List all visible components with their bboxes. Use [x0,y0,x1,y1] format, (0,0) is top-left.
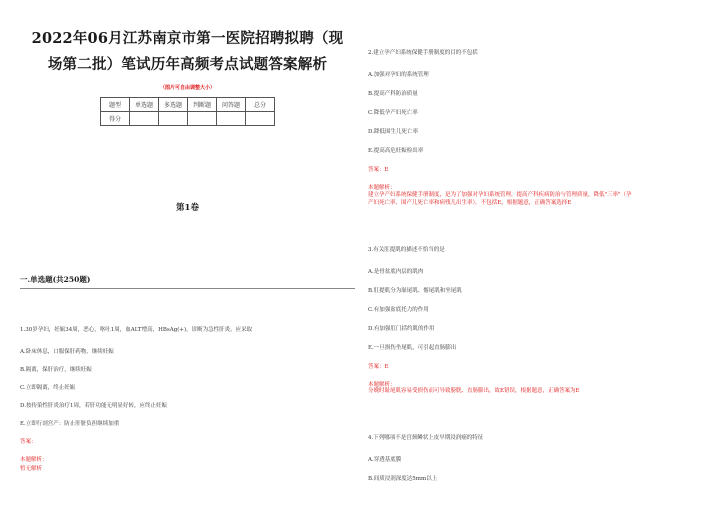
option-b: B.提高产科防治质量 [368,91,418,97]
option-d: D.降低围生儿死亡率 [368,129,418,135]
option-a: A.加强对孕妇的系统管理 [368,72,429,78]
analysis-text-line2: 产妇死亡率、围产儿死亡率和病残儿出生率）。不包括E，根据题意，正确答案选择E [368,200,572,206]
score-table-row-label: 得分 [101,112,130,126]
volume-heading: 第1卷 [176,203,199,213]
question-stem: 3.有关肛提肌的描述不恰当的是 [368,247,445,253]
option-c: C.降低孕产妇死亡率 [368,110,418,116]
option-e: E.提高高危妊娠检出率 [368,148,424,154]
left-column [20,26,355,472]
option-d: D.按传染性肝炎治疗1周，若肝功能无明显好转，应终止妊娠 [20,403,167,409]
option-b: B.隔离，保肝治疗，继续妊娠 [20,367,92,373]
question-stem: 1.30岁孕妇，妊娠34周，恶心，呕吐1周，血ALT增高，HBsAg(+)，诊断为急性肝炎，应采取 [20,327,253,333]
section-divider [20,288,355,289]
answer: 答案：E [368,364,389,370]
option-a: A.穿透基底膜 [368,457,402,463]
analysis-label: 本题解析： [368,185,396,191]
option-b: B.肛提肌分为耻尾肌、髂尾肌和坐尾肌 [368,288,462,294]
score-table-header-cell: 题型 [101,98,130,112]
option-e: E.一旦损伤坐尾肌，可引起直肠膨出 [368,345,457,351]
score-table-header-cell: 单选题 [130,98,159,112]
section-heading: 一.单选题(共250题) [20,275,91,284]
analysis-label: 本题解析： [368,382,396,388]
option-a: A.是骨盆底内层的肌肉 [368,269,424,275]
analysis-text: 暂无解析 [20,466,43,472]
score-table-header-cell: 总分 [246,98,275,112]
score-table-header-cell: 判断题 [188,98,217,112]
score-table [100,97,275,126]
doc-title-line1: 2022年06月江苏南京市第一医院招聘拟聘（现 [31,30,344,47]
score-table-header-row [101,98,275,112]
answer: 答案：E [368,167,389,173]
option-d: D.有加强肛门括约肌的作用 [368,326,435,332]
resize-note: （图片可自由调整大小） [159,85,215,91]
score-table-empty-cell [188,112,217,126]
score-table-header-cell: 问答题 [217,98,246,112]
score-table-empty-cell [246,112,275,126]
score-table-empty-cell [159,112,188,126]
question-stem: 2.建立孕产妇系统保健手册制度的目的不包括 [368,50,478,56]
score-table-empty-cell [130,112,159,126]
option-e: E.立即行剖宫产：防止肝脏负担继续加重 [20,421,120,427]
option-b: B.间质浸润深度达5mm以上 [368,476,438,482]
analysis-label: 本题解析： [20,457,48,463]
score-table-score-row [101,112,275,126]
doc-title-line2: 场第二批）笔试历年高频考点试题答案解析 [47,56,328,73]
option-c: C.立即隔离，终止妊娠 [20,385,76,391]
score-table-empty-cell [217,112,246,126]
analysis-text-line1: 分娩时耻尾肌容易受损伤而可导致膀胱、直肠膨出，故E错误，根据题意，正确答案为E [368,388,580,394]
answer-label: 答案： [20,439,37,445]
question-stem: 4.下列哪项不是宫颈鳞状上皮早期浸润癌的特征 [368,435,484,441]
analysis-text-line1: 建立孕产妇系统保健手册制度，是为了加强对孕妇系统管理，提高产科疾病防治与管理质量，降低"三率"（孕 [368,192,632,198]
option-a: A.卧床休息，口服保肝药物，继续妊娠 [20,349,114,355]
option-c: C.有加强盆底托力的作用 [368,307,429,313]
score-table-header-cell: 多选题 [159,98,188,112]
